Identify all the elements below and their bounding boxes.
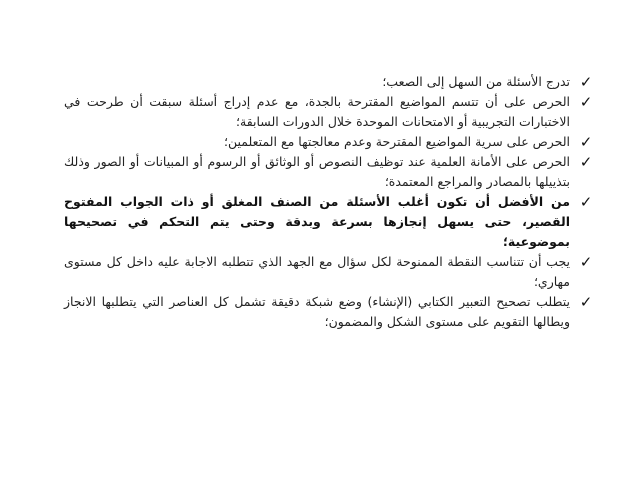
list-item-text: يجب أن تتناسب النقطة الممنوحة لكل سؤال مع الجهد الذي تتطلبه الاجابة عليه داخل كل مستوى مهاري؛ <box>64 254 570 289</box>
checkmark-icon: ✓ <box>579 293 593 311</box>
list-item-text: الحرص على أن تتسم المواضيع المقترحة بالجدة، مع عدم إدراج أسئلة سبقت أن طرحت في الاختبارات التجريبية أو الامتحانات الموحدة خلال الدورات السابقة؛ <box>64 94 570 129</box>
list-item <box>64 92 594 132</box>
list-item <box>64 152 594 192</box>
checklist <box>64 72 594 332</box>
checkmark-icon: ✓ <box>579 253 593 271</box>
list-item-text: يتطلب تصحيح التعبير الكتابي (الإنشاء) وضع شبكة دقيقة تشمل كل العناصر التي يتطلبها الانجاز ويطالها التقويم على مستوى الشكل والمضمون؛ <box>64 294 570 329</box>
list-item <box>64 252 594 292</box>
list-item-text: من الأفضل أن تكون أغلب الأسئلة من الصنف المغلق أو ذات الجواب المفتوح القصير، حتى يسهل إنجازها بسرعة وبدقة وحتى يتم التحكم في تصحيحها بموضوعية؛ <box>64 194 570 249</box>
list-item <box>64 72 594 92</box>
checkmark-icon: ✓ <box>579 133 593 151</box>
list-item <box>64 192 594 252</box>
checkmark-icon: ✓ <box>579 73 593 91</box>
list-item-text: تدرج الأسئلة من السهل إلى الصعب؛ <box>382 74 570 89</box>
checkmark-icon: ✓ <box>579 193 593 211</box>
checkmark-icon: ✓ <box>579 93 593 111</box>
list-item <box>64 132 594 152</box>
checkmark-icon: ✓ <box>579 153 593 171</box>
list-item-text: الحرص على الأمانة العلمية عند توظيف النصوص أو الوثائق أو الرسوم أو المبيانات أو الصور وذلك بتذييلها بالمصادر والمراجع المعتمدة؛ <box>64 154 570 189</box>
list-item-text: الحرص على سرية المواضيع المقترحة وعدم معالجتها مع المتعلمين؛ <box>224 134 570 149</box>
list-item <box>64 292 594 332</box>
